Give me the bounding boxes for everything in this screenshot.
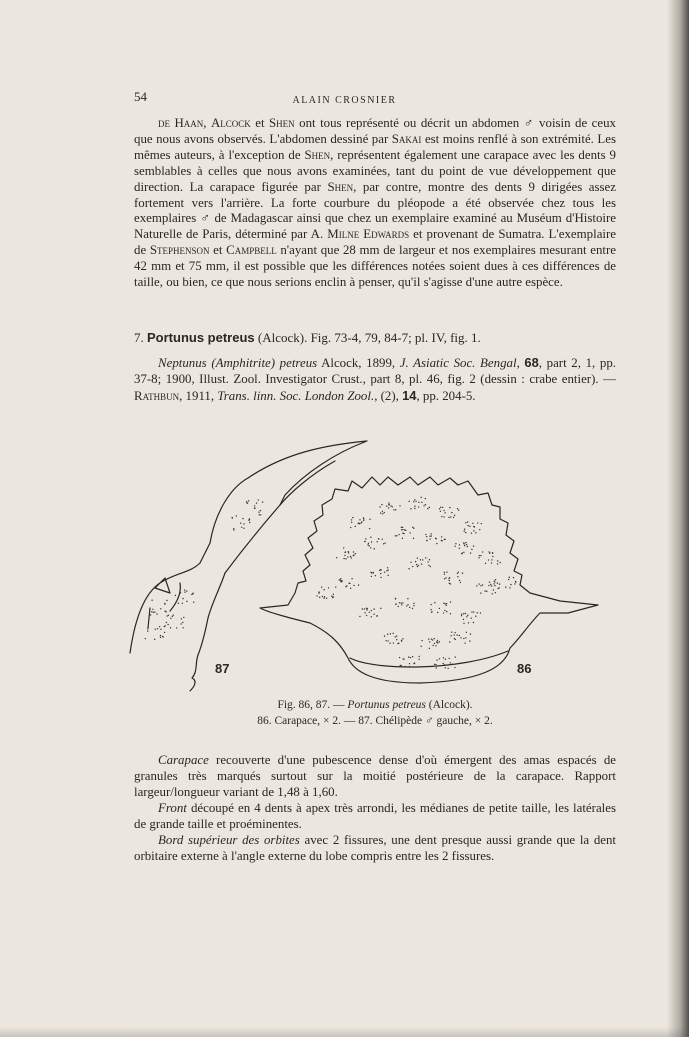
description-term: Front xyxy=(158,801,187,815)
text-run: ont tous représenté ou décrit un abdomen ♂ voisin de ceux que nous avons observés. L'abdomen dessiné par xyxy=(134,116,616,146)
text-run: , par contre, montre des dents 9 dirigées assez fortement vers l'arrière. La forte courbure du pléopode a été observée chez tous les exemplaires ♂ de Madagascar ainsi que chez un exemplaire examiné au Muséum d'Histoire Naturelle de Paris, déterminé par A. xyxy=(134,179,617,242)
caption-species: Portunus petreus xyxy=(347,699,426,711)
description-orbits xyxy=(134,833,616,865)
text-run: et xyxy=(209,243,227,258)
running-head: ALAIN CROSNIER xyxy=(292,95,397,106)
description-text: découpé en 4 dents à apex très arrondi, les médianes de petite taille, les latérales de grande taille et proéminentes. xyxy=(134,801,616,831)
text-run: , représentent également une carapace avec les dents 9 semblables à celles que nous avons examinées, tant du point de vue développement que direction. La carapace figurée par xyxy=(134,147,616,194)
caption-suffix: (Alcock). xyxy=(425,699,473,711)
author-name: Shen xyxy=(304,147,331,162)
text-run: et xyxy=(250,116,270,130)
paragraph-comparison xyxy=(134,116,616,291)
text-run: n'ayant que 28 mm de largeur et nos exemplaires mesurant entre 42 mm et 75 mm, il est possible que les différences notées soient dues à ces différences de taille, ou bien, ce que nous serions enclin à penser, qu'il s'agisse d'une autre espèce. xyxy=(134,243,617,290)
journal-name: J. Asiatic Soc. Bengal xyxy=(399,356,517,370)
species-name: Portunus petreus xyxy=(147,330,255,345)
text-run: , xyxy=(516,356,525,370)
description-term: Bord supérieur des orbites xyxy=(158,833,300,847)
cheliped-drawing xyxy=(130,441,367,691)
text-run: , part 2, 1, pp. 37-8; 1900, Illust. Zool. Investigator Crust., part 8, pl. 46, fig. 2 (dessin : crabe entier). — xyxy=(134,356,616,386)
text-run: est moins renflé à son extrémité. Les mêmes auteurs, à l'exception de xyxy=(134,131,616,162)
author-name: Rathbun xyxy=(134,388,180,403)
volume-number: 68 xyxy=(524,355,539,370)
text-run: et provenant de Sumatra. L'exemplaire de xyxy=(134,227,617,258)
author-name: Sakai xyxy=(391,131,422,146)
text-run: , pp. 204-5. xyxy=(416,388,476,403)
page-number: 54 xyxy=(134,89,147,104)
description-carapace xyxy=(134,753,616,801)
author-name: Shen xyxy=(327,179,354,194)
section-number: 7. xyxy=(134,330,144,345)
figure-caption-line1 xyxy=(134,697,616,713)
crab-illustration xyxy=(120,433,610,693)
figure-caption-line2: 86. Carapace, × 2. — 87. Chélipède ♂ gauche, × 2. xyxy=(257,715,493,727)
author-name: Alcock xyxy=(210,116,251,130)
synonymy-paragraph xyxy=(134,355,616,405)
synonym-name: Neptunus (Amphitrite) petreus xyxy=(158,356,318,370)
volume-number: 14 xyxy=(402,387,417,403)
species-references: (Alcock). Fig. 73-4, 79, 84-7; pl. IV, fig. 1. xyxy=(254,330,481,345)
caption-prefix: Fig. 86, 87. — xyxy=(277,699,348,711)
crab-figure xyxy=(120,433,610,693)
text-run: , 1911, xyxy=(179,388,218,403)
description-text: avec 2 fissures, une dent presque aussi grande que la dent orbitaire externe à l'angle externe du lobe compris entre les 2 fissures. xyxy=(134,833,617,863)
page-edge-shadow xyxy=(667,0,689,1037)
author-name: Milne Edwards xyxy=(327,227,410,242)
description-text: recouverte d'une pubescence dense d'où émergent des amas espacés de granules très marqués surtout sur la moitié postérieure de la carapace. Rapport largeur/longueur variant de 1,48 à 1,60. xyxy=(134,753,616,799)
figure-label-87: 87 xyxy=(215,661,230,676)
journal-name: Trans. linn. Soc. London Zool. xyxy=(217,388,375,403)
page-bottom-shadow xyxy=(0,1027,689,1037)
description-term: Carapace xyxy=(158,753,209,767)
text-run: Alcock, 1899, xyxy=(317,356,400,370)
author-name: Shen xyxy=(269,116,295,130)
description-front xyxy=(134,801,616,833)
cheliped-granules xyxy=(145,499,264,640)
author-name: de Haan xyxy=(158,116,204,130)
species-heading xyxy=(134,330,481,346)
author-name: Stephenson xyxy=(149,243,210,258)
author-name: Campbell xyxy=(226,243,277,258)
figure-label-86: 86 xyxy=(517,661,532,676)
carapace-granules xyxy=(316,497,516,669)
text-run: , xyxy=(203,116,211,130)
text-run: , (2), xyxy=(374,388,403,403)
